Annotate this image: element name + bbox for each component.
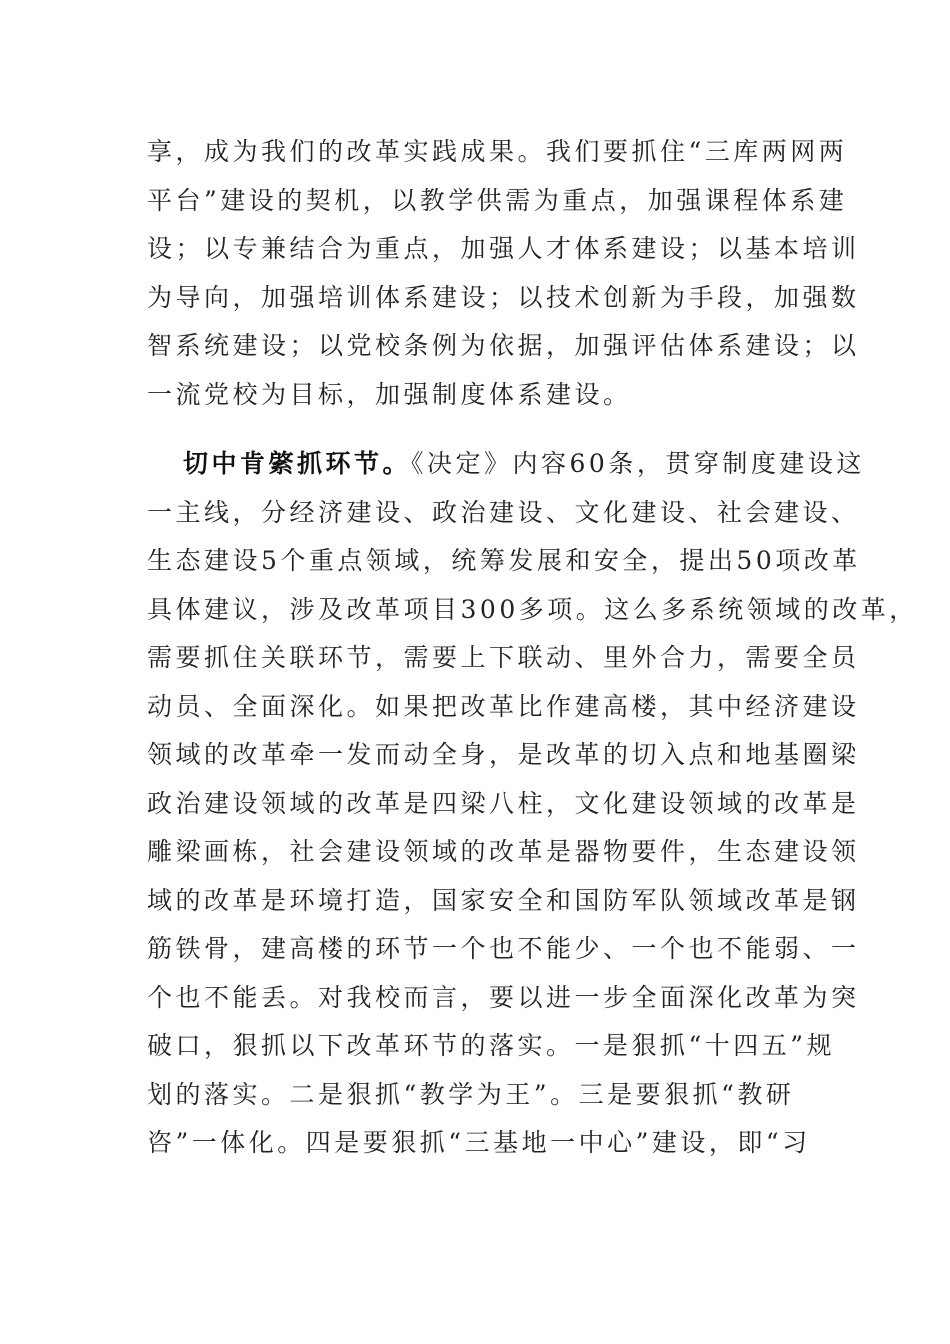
paragraph-line: 域的改革是环境打造，国家安全和国防军队领域改革是钢 [147,885,860,915]
paragraph-line: 动员、全面深化。如果把改革比作建高楼，其中经济建设 [147,691,860,721]
paragraph-line: 一主线，分经济建设、政治建设、文化建设、社会建设、 [147,497,860,527]
paragraph-line: 咨”一体化。四是要狠抓“三基地一中心”建设，即“习 [147,1128,811,1157]
paragraph-reform-outcomes [147,128,860,419]
paragraph-line: 为导向，加强培训体系建设；以技术创新为手段，加强数 [147,282,860,312]
paragraph-line: 享，成为我们的改革实践成果。我们要抓住“三库两网两 [147,137,848,166]
paragraph-line: 政治建设领域的改革是四梁八柱，文化建设领域的改革是 [147,788,860,818]
paragraph-line: 破口，狠抓以下改革环节的落实。一是狠抓“十四五”规 [147,1031,836,1060]
paragraph-key-links [147,440,918,1168]
paragraph-line: 生态建设5个重点领域，统筹发展和安全，提出50项改革 [147,546,861,575]
paragraph-line: 领域的改革牵一发而动全身，是改革的切入点和地基圈梁 [147,740,860,769]
paragraph-first-line [147,440,865,489]
paragraph-line: 划的落实。二是狠抓“教学为王”。三是要狠抓“教研 [147,1079,795,1109]
section-heading: 切中肯綮抓环节。 [183,449,412,478]
paragraph-line: 一流党校为目标，加强制度体系建设。 [147,379,632,409]
paragraph-line: 个也不能丢。对我校而言，要以进一步全面深化改革为突 [147,982,860,1012]
paragraph-line-text: 《决定》内容60条，贯穿制度建设这 [411,449,865,478]
paragraph-line: 需要抓住关联环节，需要上下联动、里外合力，需要全员 [147,643,860,672]
paragraph-line: 设；以专兼结合为重点，加强人才体系建设；以基本培训 [147,234,860,263]
paragraph-line: 智系统建设；以党校条例为依据，加强评估体系建设；以 [147,331,860,360]
paragraph-line: 筋铁骨，建高楼的环节一个也不能少、一个也不能弱、一 [147,934,860,963]
paragraph-line: 平台”建设的契机，以教学供需为重点，加强课程体系建 [147,185,848,215]
paragraph-line: 具体建议，涉及改革项目300多项。这么多系统领域的改革， [147,594,918,624]
paragraph-line: 雕梁画栋，社会建设领域的改革是器物要件，生态建设领 [147,837,860,866]
